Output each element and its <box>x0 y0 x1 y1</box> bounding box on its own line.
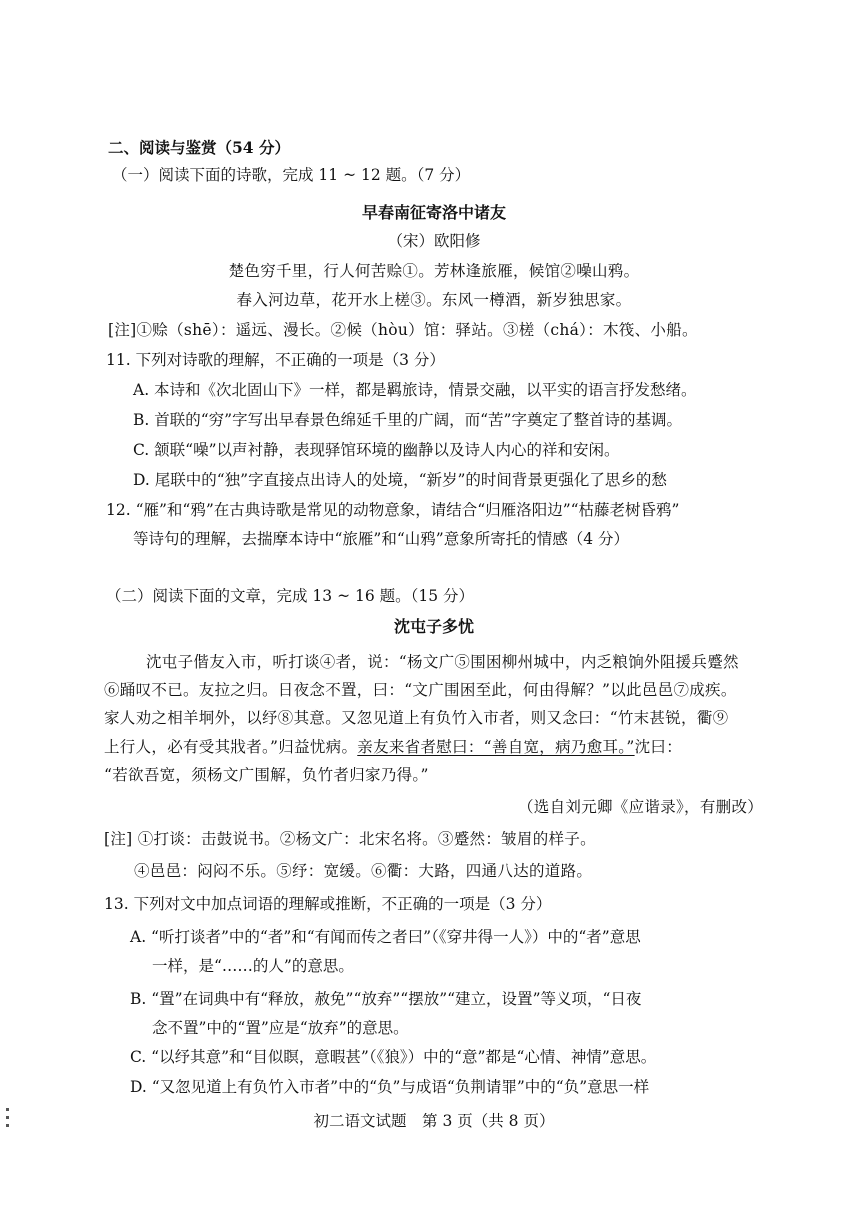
question-12-line-1: 12. “雁”和“鸦”在古典诗歌是常见的动物意象，请结合“归雁洛阳边”“枯藤老树昏鸦” <box>106 501 680 519</box>
question-13-option-d: D. “又忽见道上有负竹入市者”中的“负”与成语“负荆请罪”中的“负”意思一样 <box>130 1078 650 1096</box>
article-note-1: [注] ①打谈：击鼓说书。②杨文广：北宋名将。③蹙然：皱眉的样子。 <box>104 830 596 848</box>
article-text: 上行人，必有受其戕者。”归益忧病。 <box>104 738 358 756</box>
binding-edge-mark <box>6 1108 9 1136</box>
poem-title: 早春南征寄洛中诸友 <box>361 203 506 222</box>
poem-author: （宋）欧阳修 <box>387 232 481 250</box>
question-13-option-b: B. “置”在词典中有“释放，赦免”“放弃”“摆放”“建立，设置”等义项，“日夜 <box>130 990 642 1008</box>
question-13-option-c: C. “以纾其意”和“目似瞑，意暇甚”（《狼》）中的“意”都是“心情、神情”意思。 <box>130 1048 657 1066</box>
underlined-sentence: 亲友来省者慰曰：“善自宽，病乃愈耳。” <box>357 738 635 756</box>
question-11-option-a: A. 本诗和《次北固山下》一样，都是羁旅诗，情景交融，以平实的语言抒发愁绪。 <box>133 381 697 399</box>
article-text: 沈曰： <box>634 738 682 756</box>
question-12-line-2: 等诗句的理解，去揣摩本诗中“旅雁”和“山鸦”意象所寄托的情感（4 分） <box>133 530 629 548</box>
article-source: （选自刘元卿《应谐录》，有删改） <box>518 798 764 816</box>
question-13-option-b-cont: 念不置”中的“置”应是“放弃”的意思。 <box>152 1019 409 1037</box>
poem-line-2: 春入河边草，花开水上槎③。东风一樽酒，新岁独思家。 <box>236 291 632 309</box>
poem-note: [注]①赊（shē）：遥远、漫长。②候（hòu）馆：驿站。③槎（chá）：木筏、小船。 <box>108 321 698 339</box>
poem-line-1: 楚色穷千里，行人何苦赊①。芳林逢旅雁，候馆②噪山鸦。 <box>228 262 640 280</box>
article-paragraph-line <box>104 736 682 758</box>
question-11-stem: 11. 下列对诗歌的理解，不正确的一项是（3 分） <box>106 351 445 369</box>
question-13-option-a: A. “听打谈者”中的“者”和“有闻而传之者曰”（《穿井得一人》）中的“者”意思 <box>130 928 641 946</box>
article-paragraph-line: “若欲吾宽，须杨文广围解，负竹者归家乃得。” <box>104 766 429 784</box>
question-11-option-d: D. 尾联中的“独”字直接点出诗人的处境，“新岁”的时间背景更强化了思乡的愁 <box>133 471 667 489</box>
section-heading: 二、阅读与鉴赏（54 分） <box>108 138 290 157</box>
part2-instruction: （二）阅读下面的文章，完成 13 ~ 16 题。（15 分） <box>106 587 475 605</box>
article-paragraph-line: 沈屯子偕友入市，听打谈④者，说：“杨文广⑤围困柳州城中，内乏粮饷外阻援兵蹙然 <box>146 653 739 671</box>
article-note-2: ④邑邑：闷闷不乐。⑤纾：宽缓。⑥衢：大路，四通八达的道路。 <box>134 862 593 880</box>
part1-instruction: （一）阅读下面的诗歌，完成 11 ~ 12 题。（7 分） <box>112 166 471 184</box>
question-13-option-a-cont: 一样，是“……的人”的意思。 <box>152 957 354 975</box>
article-paragraph-line: 家人劝之相羊坰外，以纾⑧其意。又忽见道上有负竹入市者，则又念曰：“竹末甚锐，衢⑨ <box>104 709 729 727</box>
article-title: 沈屯子多忧 <box>393 617 474 636</box>
question-13-stem: 13. 下列对文中加点词语的理解或推断，不正确的一项是（3 分） <box>104 895 552 913</box>
question-11-option-b: B. 首联的“穷”字写出早春景色绵延千里的广阔，而“苦”字奠定了整首诗的基调。 <box>133 411 682 429</box>
question-11-option-c: C. 颔联“噪”以声衬静，表现驿馆环境的幽静以及诗人内心的祥和安闲。 <box>133 441 620 459</box>
article-paragraph-line: ⑥踊叹不已。友拉之归。日夜念不置，曰：“文广围困至此，何由得解？”以此邑邑⑦成疾。 <box>104 681 737 699</box>
page-footer: 初二语文试题 第 3 页（共 8 页） <box>313 1112 555 1130</box>
